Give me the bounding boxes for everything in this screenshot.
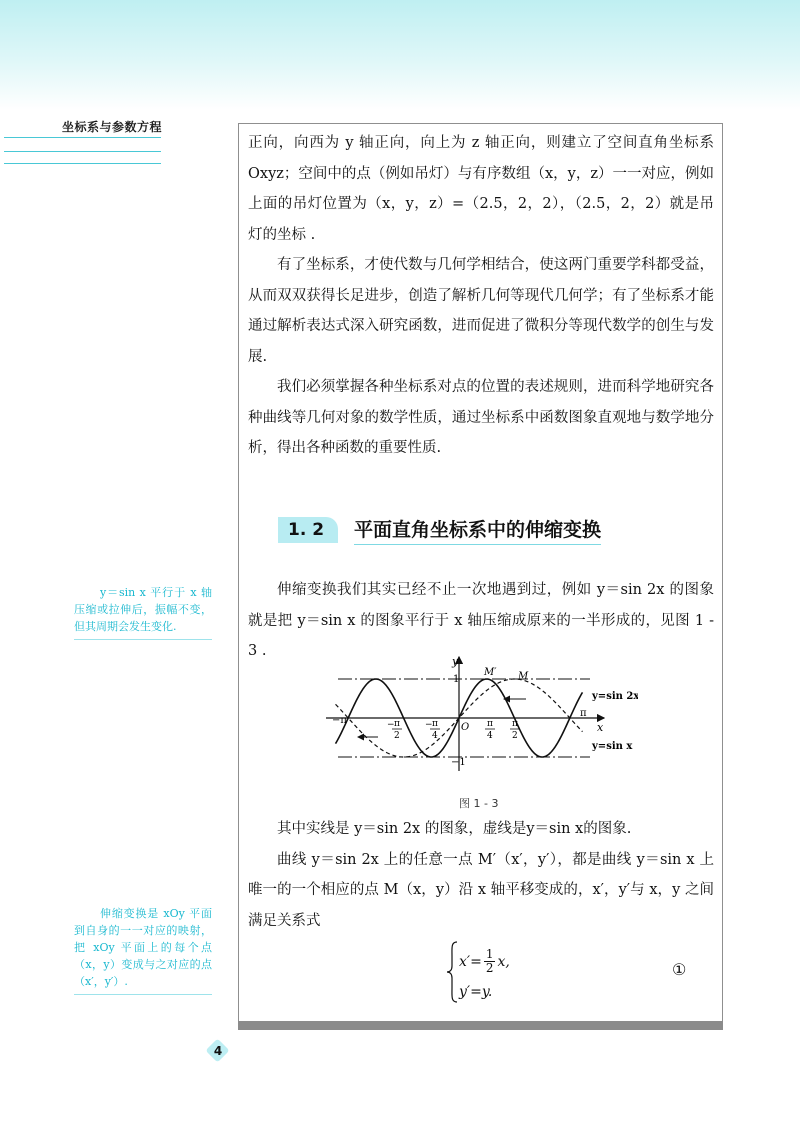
left-brace	[445, 940, 459, 1004]
svg-text:4: 4	[487, 731, 493, 741]
eq1-lhs: x′=	[459, 953, 482, 970]
x-tick-pi-over-4	[485, 719, 495, 741]
equation-line-1	[459, 948, 510, 975]
svg-text:2: 2	[394, 731, 400, 741]
side-note-mapping: 伸缩变换是 xOy 平面到自身的一一对应的映射，把 xOy 平面上的每个点（x，y）变成与之对应的点（x′，y′）.	[74, 905, 212, 995]
svg-text:−: −	[425, 720, 433, 730]
x-tick-pi-over-2	[510, 719, 520, 741]
legend-sinx: y=sin x	[592, 741, 633, 752]
figure-caption: 图 1 - 3	[459, 797, 499, 810]
content-frame-bottom-bar	[238, 1021, 723, 1030]
equation-marker: ①	[672, 960, 687, 979]
svg-text:2: 2	[512, 731, 518, 741]
eq1-fraction	[484, 948, 496, 975]
section-number: 1. 2	[278, 517, 338, 543]
equation-line-2: y′=y.	[459, 984, 493, 1000]
svg-text:−: −	[387, 720, 395, 730]
eq1-numerator: 1	[485, 947, 494, 961]
x-tick-minus-pi-over-2	[387, 719, 402, 741]
svg-text:π: π	[394, 719, 400, 729]
page-number: 4	[206, 1040, 230, 1062]
eq1-rhs: x,	[497, 953, 510, 970]
point-label-m-prime: M′	[484, 667, 497, 678]
equation-system	[445, 940, 705, 1004]
header-rule	[4, 151, 161, 152]
side-note-amplitude: y＝sin x 平行于 x 轴压缩或拉伸后，振幅不变，但其周期会发生变化.	[74, 584, 212, 640]
paragraph-correspondence: 曲线 y＝sin 2x 上的任意一点 M′（x′，y′），都是曲线 y＝sin x 上唯一的一个相应的点 M（x，y）沿 x 轴平移变成的，x′，y′与 x，y 之间满足关系式	[248, 851, 714, 929]
svg-text:π: π	[487, 719, 493, 729]
y-tick-one: 1	[453, 674, 460, 685]
x-axis-label: x	[597, 721, 604, 734]
paragraph-algebra-geometry: 有了坐标系，才使代数与几何学相结合，使这两门重要学科都受益，从而双双获得长足进步，创造了解析几何等现代几何学；有了坐标系才能通过解析表达式深入研究函数，进而促进了微积分等现代数学的创生与发展.	[248, 257, 714, 365]
chapter-header-title: 坐标系与参数方程	[62, 120, 163, 134]
y-axis-label: y	[452, 655, 459, 668]
point-label-m: M	[518, 671, 529, 682]
legend-sin2x: y=sin 2x	[592, 691, 638, 702]
sine-plot-svg	[318, 653, 638, 775]
svg-text:π: π	[432, 719, 438, 729]
intro-text-block	[248, 128, 714, 464]
top-gradient-band	[0, 0, 800, 110]
x-tick-pi: π	[580, 708, 587, 719]
figure-sine-graph	[318, 653, 638, 779]
paragraph-coordinates: 正向，向西为 y 轴正向，向上为 z 轴正向，则建立了空间直角坐标系 Oxyz；空间中的点（例如吊灯）与有序数组（x，y，z）一一对应，例如上面的吊灯位置为（x，y，z）=（2.5，2，2），（2.5，2，2）就是吊灯的坐标 .	[248, 135, 714, 243]
paragraph-solid-dashed: 其中实线是 y＝sin 2x 的图象，虚线是y＝sin x的图象.	[277, 821, 632, 837]
eq1-denominator: 2	[485, 961, 494, 975]
x-tick-minus-pi: −π	[332, 715, 347, 726]
paragraph-rules: 我们必须掌握各种坐标系对点的位置的表述规则，进而科学地研究各种曲线等几何对象的数学性质，通过坐标系中函数图象直观地与数学地分析，得出各种函数的重要性质.	[248, 379, 714, 456]
header-rule	[4, 163, 161, 164]
svg-text:4: 4	[432, 731, 438, 741]
header-rule	[4, 137, 161, 138]
svg-text:π: π	[512, 719, 518, 729]
origin-label: O	[461, 722, 470, 733]
x-tick-minus-pi-over-4	[425, 719, 440, 741]
explanation-text-block	[248, 814, 714, 936]
section-heading	[278, 515, 601, 545]
section-title: 平面直角坐标系中的伸缩变换	[354, 515, 601, 545]
y-tick-minus-one: −1	[451, 757, 466, 768]
paragraph-stretch-intro: 伸缩变换我们其实已经不止一次地遇到过，例如 y＝sin 2x 的图象就是把 y＝sin x 的图象平行于 x 轴压缩成原来的一半形成的，见图 1 - 3 .	[248, 582, 714, 659]
